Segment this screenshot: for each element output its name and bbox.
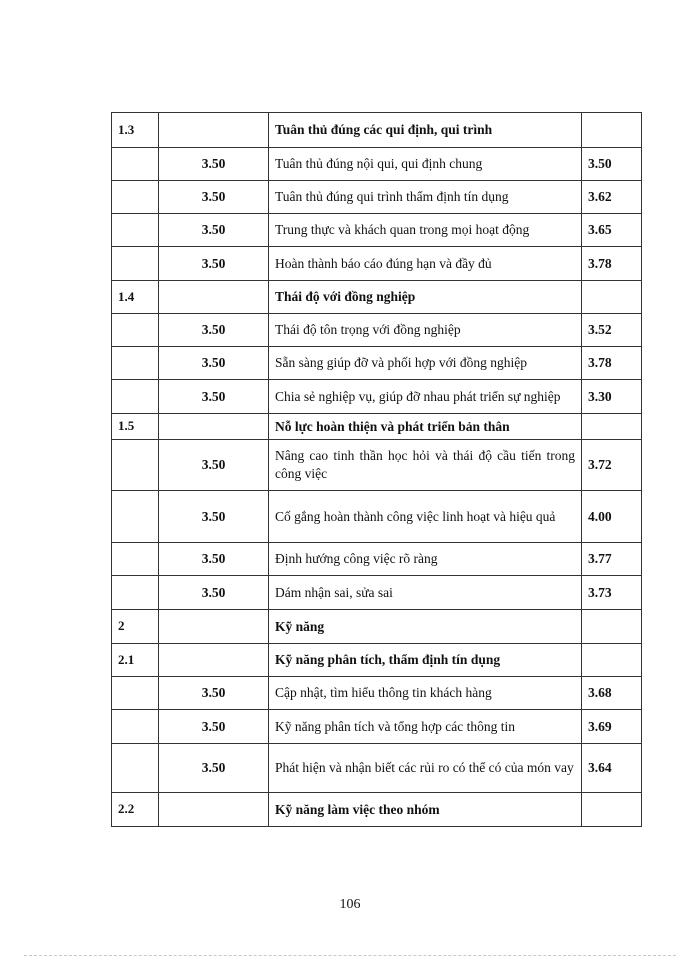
row-score-cell: 4.00 [582, 491, 642, 543]
row-score-cell: 3.69 [582, 710, 642, 744]
row-code-cell: 1.4 [112, 281, 159, 314]
row-criterion-cell: Cố gắng hoàn thành công việc linh hoạt và hiệu quả [269, 491, 582, 543]
row-benchmark-cell [159, 644, 269, 677]
table-row [112, 576, 642, 610]
row-criterion-cell: Sẵn sàng giúp đỡ và phối hợp với đồng nghiệp [269, 347, 582, 380]
row-criterion-cell: Cập nhật, tìm hiểu thông tin khách hàng [269, 677, 582, 710]
row-benchmark-cell: 3.50 [159, 744, 269, 793]
row-benchmark-cell: 3.50 [159, 491, 269, 543]
row-code-cell [112, 314, 159, 347]
row-criterion-cell: Chia sẻ nghiệp vụ, giúp đỡ nhau phát triển sự nghiệp [269, 380, 582, 414]
row-criterion-cell: Trung thực và khách quan trong mọi hoạt động [269, 214, 582, 247]
row-code-cell: 1.3 [112, 113, 159, 148]
row-code-cell [112, 214, 159, 247]
table-row [112, 543, 642, 576]
row-benchmark-cell: 3.50 [159, 347, 269, 380]
row-score-cell: 3.78 [582, 247, 642, 281]
row-benchmark-cell: 3.50 [159, 314, 269, 347]
row-benchmark-cell [159, 793, 269, 827]
row-criterion-cell: Hoàn thành báo cáo đúng hạn và đầy đủ [269, 247, 582, 281]
row-criterion-cell: Kỹ năng phân tích và tổng hợp các thông tin [269, 710, 582, 744]
evaluation-table-body [112, 113, 642, 827]
table-row [112, 491, 642, 543]
row-benchmark-cell: 3.50 [159, 576, 269, 610]
row-criterion-cell: Dám nhận sai, sửa sai [269, 576, 582, 610]
row-benchmark-cell: 3.50 [159, 710, 269, 744]
row-criterion-cell: Tuân thủ đúng nội qui, qui định chung [269, 148, 582, 181]
row-score-cell [582, 414, 642, 440]
row-code-cell: 2.2 [112, 793, 159, 827]
row-score-cell [582, 281, 642, 314]
section-row [112, 113, 642, 148]
row-benchmark-cell [159, 610, 269, 644]
row-code-cell [112, 181, 159, 214]
row-code-cell: 2 [112, 610, 159, 644]
row-code-cell [112, 247, 159, 281]
row-criterion-cell: Phát hiện và nhận biết các rủi ro có thể có của món vay [269, 744, 582, 793]
row-criterion-cell: Thái độ tôn trọng với đồng nghiệp [269, 314, 582, 347]
row-score-cell: 3.77 [582, 543, 642, 576]
table-row [112, 744, 642, 793]
table-row [112, 148, 642, 181]
row-benchmark-cell: 3.50 [159, 543, 269, 576]
row-benchmark-cell: 3.50 [159, 677, 269, 710]
row-criterion-cell: Định hướng công việc rõ ràng [269, 543, 582, 576]
table-row [112, 380, 642, 414]
row-score-cell [582, 113, 642, 148]
row-score-cell: 3.62 [582, 181, 642, 214]
row-code-cell [112, 543, 159, 576]
row-criterion-cell: Tuân thủ đúng qui trình thẩm định tín dụng [269, 181, 582, 214]
table-row [112, 440, 642, 491]
row-code-cell [112, 148, 159, 181]
section-row [112, 644, 642, 677]
row-code-cell [112, 744, 159, 793]
table-row [112, 247, 642, 281]
row-code-cell [112, 677, 159, 710]
row-benchmark-cell: 3.50 [159, 148, 269, 181]
row-score-cell: 3.78 [582, 347, 642, 380]
row-score-cell [582, 793, 642, 827]
row-benchmark-cell: 3.50 [159, 380, 269, 414]
section-row [112, 281, 642, 314]
evaluation-table [111, 112, 642, 827]
row-code-cell [112, 347, 159, 380]
row-criterion-cell: Thái độ với đồng nghiệp [269, 281, 582, 314]
row-criterion-cell: Tuân thủ đúng các qui định, qui trình [269, 113, 582, 148]
row-code-cell [112, 491, 159, 543]
row-benchmark-cell: 3.50 [159, 247, 269, 281]
row-code-cell [112, 576, 159, 610]
row-score-cell: 3.65 [582, 214, 642, 247]
row-code-cell: 1.5 [112, 414, 159, 440]
row-score-cell: 3.64 [582, 744, 642, 793]
row-benchmark-cell: 3.50 [159, 181, 269, 214]
row-score-cell: 3.68 [582, 677, 642, 710]
row-code-cell [112, 380, 159, 414]
section-row [112, 414, 642, 440]
row-criterion-cell: Nâng cao tinh thần học hỏi và thái độ cầu tiến trong công việc [269, 440, 582, 491]
row-criterion-cell: Kỹ năng [269, 610, 582, 644]
row-code-cell [112, 710, 159, 744]
row-score-cell: 3.72 [582, 440, 642, 491]
row-benchmark-cell [159, 414, 269, 440]
table-row [112, 710, 642, 744]
row-benchmark-cell: 3.50 [159, 214, 269, 247]
row-criterion-cell: Kỹ năng phân tích, thẩm định tín dụng [269, 644, 582, 677]
row-score-cell: 3.50 [582, 148, 642, 181]
row-code-cell [112, 440, 159, 491]
row-score-cell: 3.30 [582, 380, 642, 414]
table-row [112, 347, 642, 380]
table-row [112, 181, 642, 214]
page-bottom-border [24, 955, 676, 956]
row-benchmark-cell [159, 281, 269, 314]
row-benchmark-cell [159, 113, 269, 148]
table-row [112, 677, 642, 710]
section-row [112, 793, 642, 827]
page-number: 106 [339, 897, 361, 912]
row-score-cell: 3.73 [582, 576, 642, 610]
row-criterion-cell: Kỹ năng làm việc theo nhóm [269, 793, 582, 827]
table-row [112, 214, 642, 247]
section-row [112, 610, 642, 644]
row-benchmark-cell: 3.50 [159, 440, 269, 491]
table-row [112, 314, 642, 347]
row-score-cell: 3.52 [582, 314, 642, 347]
row-code-cell: 2.1 [112, 644, 159, 677]
row-criterion-cell: Nỗ lực hoàn thiện và phát triển bản thân [269, 414, 582, 440]
row-score-cell [582, 644, 642, 677]
row-score-cell [582, 610, 642, 644]
